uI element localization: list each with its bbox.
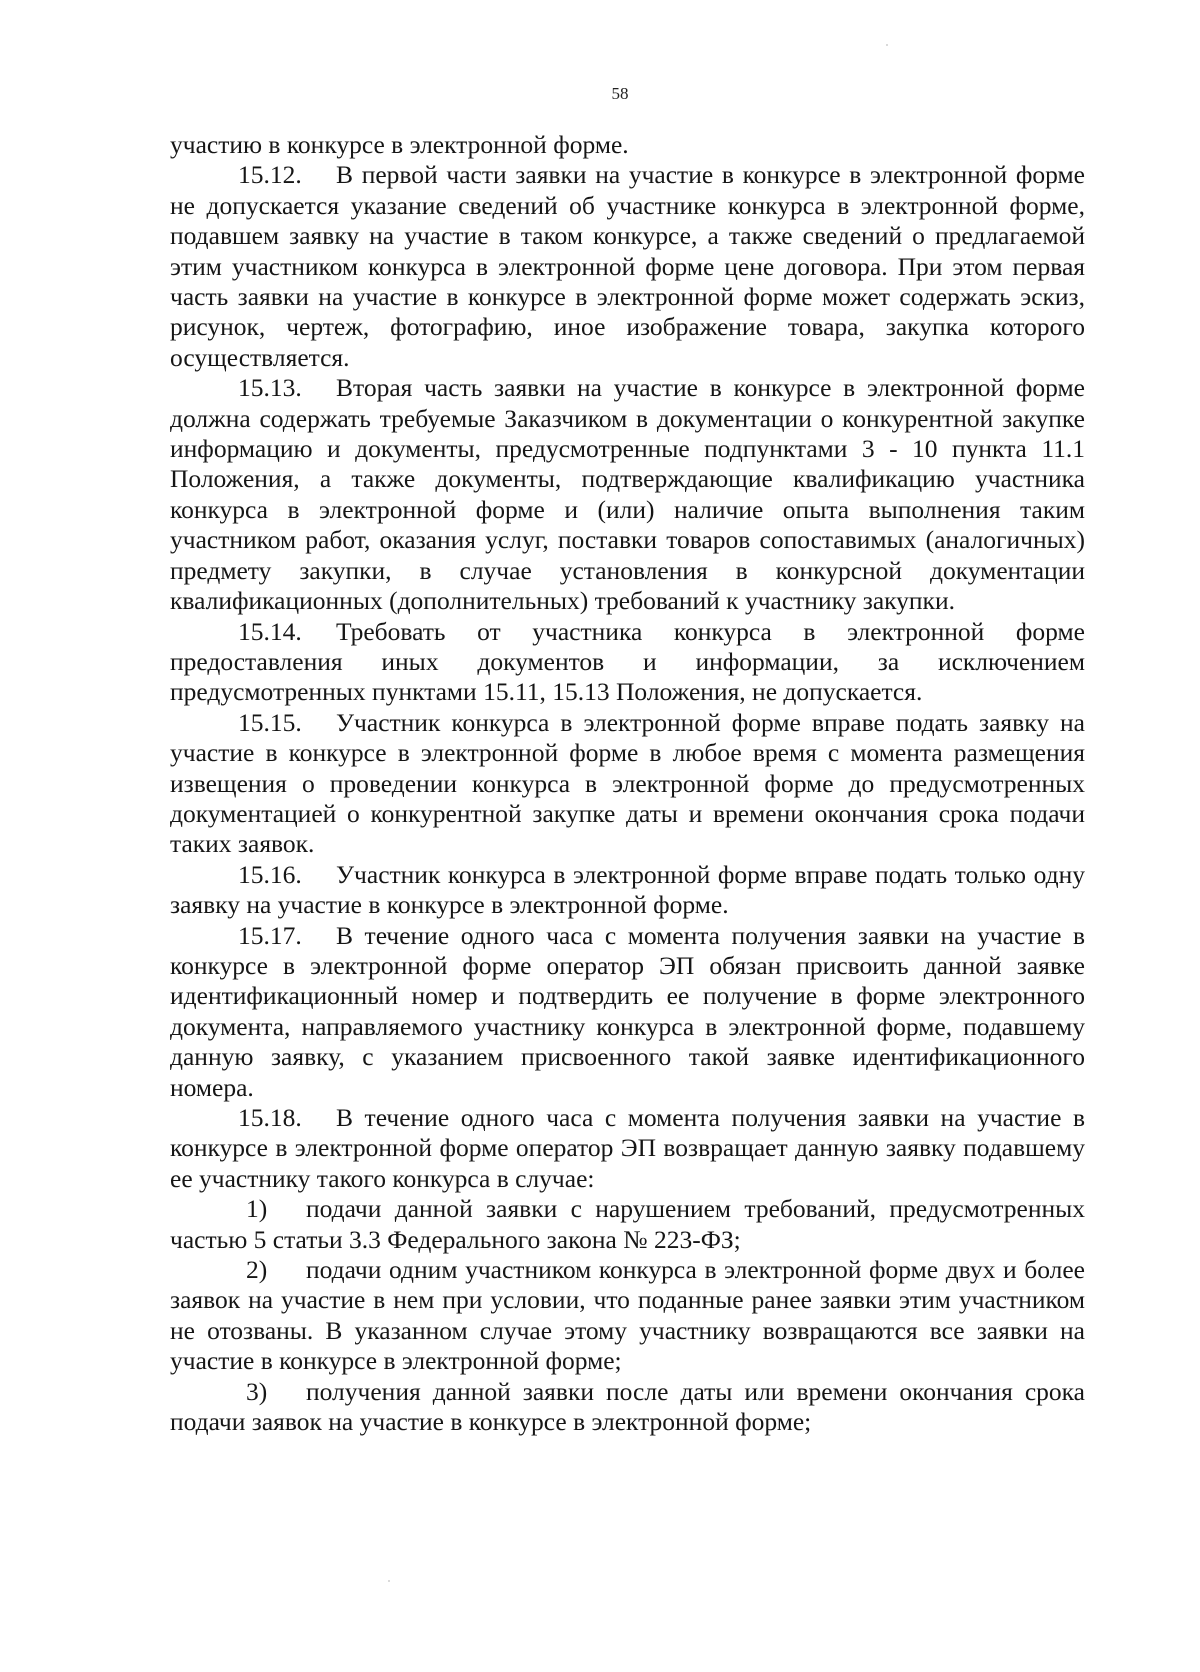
clause-15-14 (170, 617, 1085, 708)
subitem-number: 1) (246, 1194, 268, 1224)
clause-number: 15.13. (238, 373, 302, 403)
clause-number: 15.12. (238, 160, 302, 190)
clause-number: 15.14. (238, 616, 302, 646)
subitem-text: подачи данной заявки с нарушением требований, предусмотренных частью 5 статьи 3.3 Федерального закона № 223-ФЗ; (170, 1194, 1085, 1254)
clause-number: 15.17. (238, 920, 302, 950)
clause-15-17 (170, 921, 1085, 1103)
clause-text: Требовать от участника конкурса в электронной форме предоставления иных документов и информации, за исключением предусмотренных пунктами 15.11, 15.13 Положения, не допускается. (170, 616, 1085, 707)
clause-number: 15.18. (238, 1103, 302, 1132)
document-body (170, 130, 1085, 1437)
subitem-3 (170, 1377, 1085, 1438)
clause-number: 15.16. (238, 859, 302, 889)
clause-15-15 (170, 708, 1085, 860)
subitem-number: 2) (246, 1255, 268, 1285)
subitem-text: получения данной заявки после даты или времени окончания срока подачи заявок на участие в конкурсе в электронной форме; (170, 1376, 1085, 1437)
clause-text: В первой части заявки на участие в конкурсе в электронной форме не допускается указание сведений об участнике конкурса в электронной форме, подавшем заявку на участие в таком конкурсе, а также сведений о предлагаемой этим участником конкурса в электронной форме цене договора. При этом первая часть заявки на участие в конкурсе в электронной форме может содержать эскиз, рисунок, чертеж, фотографию, иное изображение товара, закупка которого осуществляется. (170, 160, 1085, 372)
clause-text: В течение одного часа с момента получения заявки на участие в конкурсе в электронной форме оператор ЭП возвращает данную заявку подавшему ее участнику такого конкурса в случае: (170, 1103, 1085, 1193)
scan-speck (886, 44, 888, 46)
subitem-number: 3) (246, 1376, 268, 1406)
clause-number: 15.15. (238, 707, 302, 737)
page-number: 58 (611, 84, 629, 103)
clause-text: В течение одного часа с момента получения заявки на участие в конкурсе в электронной форме оператор ЭП обязан присвоить данной заявке идентификационный номер и подтвердить ее получение в форме электронного документа, направляемого участнику конкурса в электронной форме, подавшему данную заявку, с указанием присвоенного такой заявке идентификационного номера. (170, 920, 1085, 1102)
subitem-1 (170, 1194, 1085, 1255)
clause-15-16 (170, 860, 1085, 921)
subitem-2 (170, 1255, 1085, 1377)
clause-15-18 (170, 1103, 1085, 1194)
continued-text: участию в конкурсе в электронной форме. (170, 130, 629, 159)
subitem-text: подачи одним участником конкурса в электронной форме двух и более заявок на участие в нем при условии, что поданные ранее заявки этим участником не отозваны. В указанном случае этому участнику возвращаются все заявки на участие в конкурсе в электронной форме; (170, 1255, 1085, 1376)
clause-15-12 (170, 160, 1085, 373)
clause-text: Участник конкурса в электронной форме вправе подать только одну заявку на участие в конкурсе в электронной форме. (170, 859, 1085, 920)
clause-15-13 (170, 373, 1085, 616)
scan-speck (388, 1580, 390, 1582)
clause-text: Участник конкурса в электронной форме вправе подать заявку на участие в конкурсе в электронной форме в любое время с момента размещения извещения о проведении конкурса в электронной форме до предусмотренных документацией о конкурентной закупке даты и времени окончания срока подачи таких заявок. (170, 707, 1085, 859)
clause-text: Вторая часть заявки на участие в конкурсе в электронной форме должна содержать требуемые Заказчиком в документации о конкурентной закупке информацию и документы, предусмотренные подпунктами 3 - 10 пункта 11.1 Положения, а также документы, подтверждающие квалификацию участника конкурса в электронной форме и (или) наличие опыта выполнения таким участником работ, оказания услуг, поставки товаров сопоставимых (аналогичных) предмету закупки, в случае установления в конкурсной документации квалификационных (дополнительных) требований к участнику закупки. (170, 373, 1085, 616)
